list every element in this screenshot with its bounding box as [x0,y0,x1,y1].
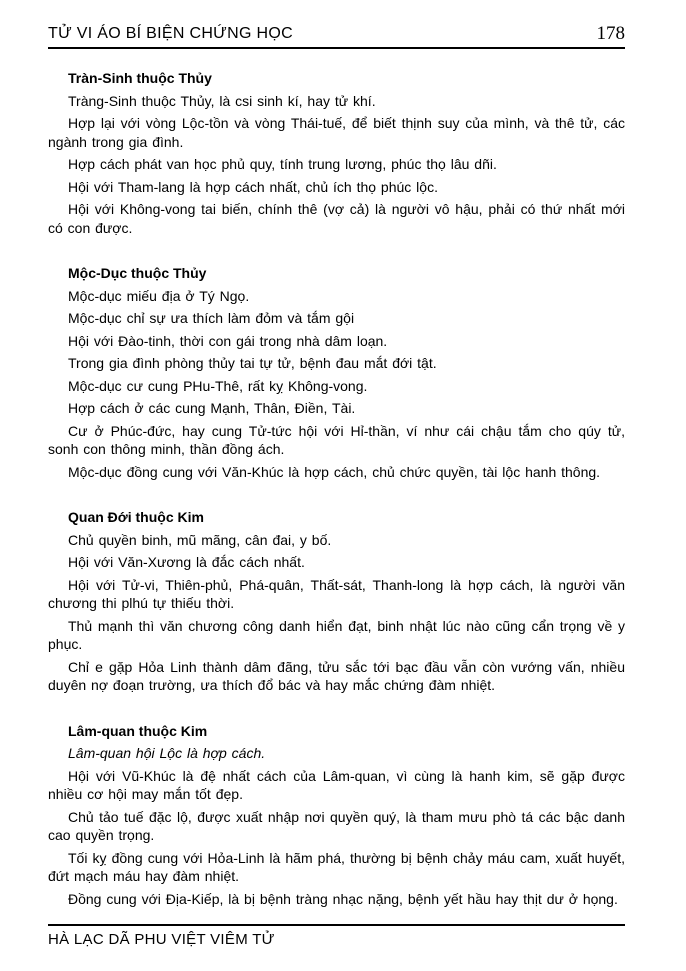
section-moc-duc [48,264,625,481]
paragraph: Hội với Tham-lang là hợp cách nhất, chủ ích thọ phúc lộc. [68,178,438,195]
body-text [48,69,625,908]
page-content [48,24,625,912]
paragraph: Hợp cách phát van học phủ quy, tính trung lương, phúc thọ lâu dñi. [68,156,497,172]
page-header [48,24,625,49]
paragraph: Hội với Văn-Xương là đắc cách nhất. [68,554,305,570]
paragraph: Tràng-Sinh thuộc Thủy, là csi sinh kí, hay tử khí. [68,92,376,109]
paragraph: Trong gia đình phòng thủy tai tự tử, bệnh đau mắt đới tật. [68,355,437,371]
book-title: TỬ VI ÁO BÍ BIỆN CHỨNG HỌC [48,25,293,42]
paragraph: Hội với Không-vong tai biến, chính thê (vợ cả) là người vô hậu, phải có thứ nhất mới có con được. [48,201,625,236]
section-heading: Quan Đới thuộc Kim [68,509,204,525]
paragraph: Mộc-dục chỉ sự ưa thích làm đỏm và tắm gội [68,310,355,326]
paragraph: Tối kỵ đồng cung với Hỏa-Linh là hãm phá, thường bị bệnh chảy máu cam, xuất huyết, đứt mạch máu hay đàm nhiệt. [48,849,625,884]
paragraph: Mộc-dục miếu địa ở Tý Ngọ. [68,287,250,304]
paragraph: Mộc-dục cư cung PHu-Thê, rất kỵ Không-vong. [68,377,368,394]
paragraph: Đồng cung với Địa-Kiếp, là bị bệnh tràng nhạc nặng, bệnh yết hầu hay thịt dư ở họng. [68,890,618,907]
paragraph: Mộc-dục đồng cung với Văn-Khúc là hợp cách, chủ chức quyền, tài lộc hanh thông. [68,463,601,480]
section-lam-quan [48,722,625,909]
section-heading: Tràn-Sinh thuộc Thủy [68,70,212,86]
paragraph: Lâm-quan hội Lộc là hợp cách. [68,745,266,761]
section-trang-sinh [48,69,625,237]
page-footer [48,924,625,948]
section-quan-doi [48,508,625,695]
section-heading: Lâm-quan thuộc Kim [68,722,208,739]
paragraph: Chỉ e gặp Hỏa Linh thành dâm đãng, tửu sắc tới bạc đầu vẫn còn vướng vấn, nhiều duyên nợ đoạn trường, ưa thích đổ bác và hay mắc chứng đàm nhiệt. [48,658,625,693]
paragraph: Chủ tảo tuế đặc lộ, được xuất nhập nơi quyền quý, là tham mưu phò tá các bậc danh cao quyền trọng. [48,808,625,843]
paragraph: Hợp cách ở các cung Mạnh, Thân, Điền, Tài. [68,400,356,416]
paragraph: Chủ quyền binh, mũ mãng, cân đai, y bố. [68,531,332,548]
paragraph: Thủ mạnh thì văn chương công danh hiển đạt, binh nhật lúc nào cũng cẩn trọng về y phục. [48,617,625,652]
footer-author: HÀ LẠC DÃ PHU VIỆT VIÊM TỬ [48,931,275,948]
paragraph: Hội với Vũ-Khúc là đệ nhất cách của Lâm-quan, vì cùng là hanh kim, sẽ gặp được nhiều cơ hội may mắn tốt đẹp. [48,767,625,802]
paragraph: Cư ở Phúc-đức, hay cung Tử-tức hội với Hỉ-thần, ví như cái chậu tắm cho qúy tử, sonh con thông minh, thần đồng ách. [48,422,625,457]
paragraph: Hội với Đào-tinh, thời con gái trong nhà dâm loạn. [68,332,388,349]
page-number: 178 [596,23,625,44]
section-heading: Mộc-Dục thuộc Thủy [68,265,207,281]
paragraph: Hợp lại với vòng Lộc-tồn và vòng Thái-tuế, để biết thịnh suy của mình, và thê tử, các ngành trong gia đình. [48,115,625,150]
paragraph: Hội với Tử-vi, Thiên-phủ, Phá-quân, Thất-sát, Thanh-long là hợp cách, là người văn chương thi plhú tự thiếu thời. [48,576,625,611]
